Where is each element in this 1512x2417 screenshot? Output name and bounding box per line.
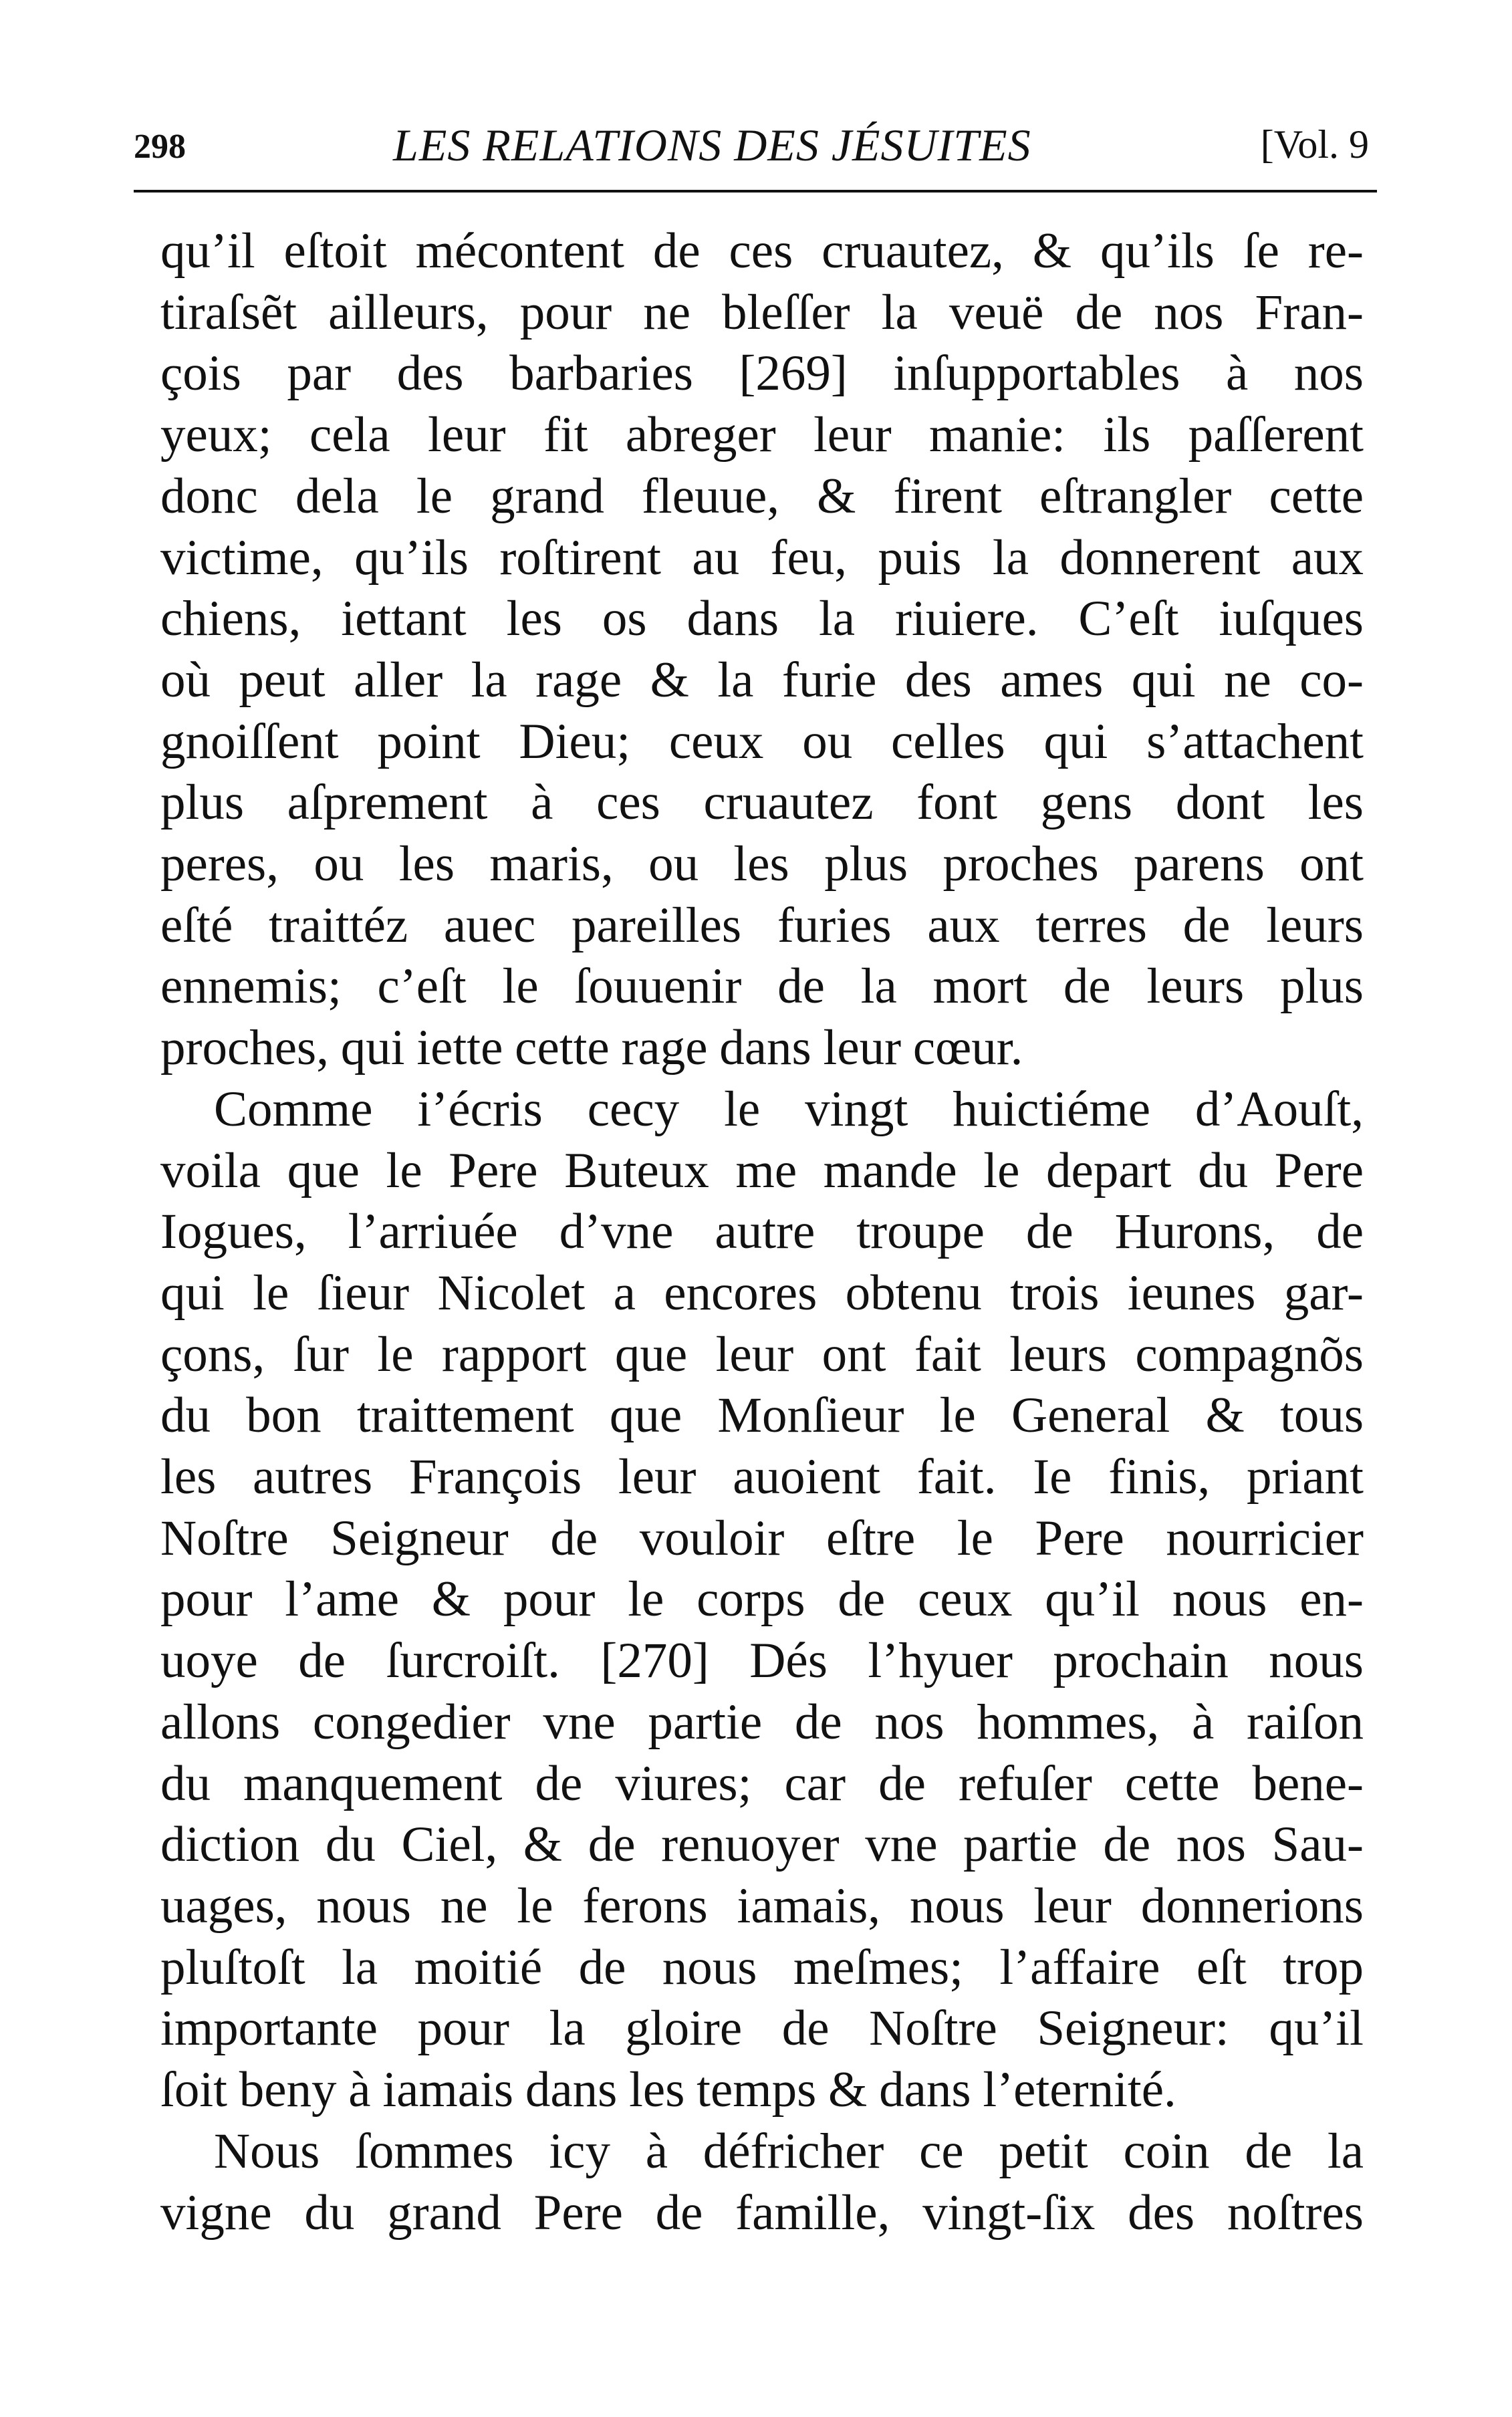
text-line: qui le ſieur Nicolet a encores obtenu trois ieunes gar- bbox=[160, 1265, 1364, 1321]
text-line: Noſtre Seigneur de vouloir eſtre le Pere nourricier bbox=[160, 1510, 1364, 1566]
text-line: Iogues, l’arriuée d’vne autre troupe de Hurons, de bbox=[160, 1204, 1364, 1260]
text-line: gnoiſſent point Dieu; ceux ou celles qui s’attachent bbox=[160, 713, 1364, 769]
text-line: uages, nous ne le ferons iamais, nous leur donnerions bbox=[160, 1878, 1364, 1934]
text-line: proches, qui iette cette rage dans leur cœur. bbox=[160, 1020, 1023, 1076]
text-line: uoye de ſurcroiſt. [270] Dés l’hyuer prochain nous bbox=[160, 1633, 1364, 1689]
body-text bbox=[160, 221, 1364, 2243]
text-line: çons, ſur le rapport que leur ont fait leurs compagnõs bbox=[160, 1326, 1364, 1382]
text-line: allons congedier vne partie de nos hommes, à raiſon bbox=[160, 1694, 1364, 1750]
text-line: Comme i’écris cecy le vingt huictiéme d’Aouſt, bbox=[214, 1081, 1364, 1137]
text-line: les autres François leur auoient fait. Ie finis, priant bbox=[160, 1449, 1364, 1505]
text-line: donc dela le grand fleuue, & firent eſtrangler cette bbox=[160, 468, 1364, 524]
text-line: pour l’ame & pour le corps de ceux qu’il nous en- bbox=[160, 1571, 1364, 1628]
text-line: importante pour la gloire de Noſtre Seigneur: qu’il bbox=[160, 2001, 1364, 2057]
text-line: où peut aller la rage & la furie des ames qui ne co- bbox=[160, 652, 1364, 708]
text-line: vigne du grand Pere de famille, vingt-ſix des noſtres bbox=[160, 2184, 1364, 2241]
text-line: çois par des barbaries [269] inſupportables à nos bbox=[160, 346, 1364, 402]
text-line: ennemis; c’eſt le ſouuenir de la mort de leurs plus bbox=[160, 959, 1364, 1015]
text-line: du manquement de viures; car de refuſer cette bene- bbox=[160, 1755, 1364, 1811]
text-line: ſoit beny à iamais dans les temps & dans l’eternité. bbox=[160, 2062, 1176, 2118]
text-line: eſté traittéz auec pareilles furies aux terres de leurs bbox=[160, 897, 1364, 953]
page-number: 298 bbox=[134, 128, 186, 166]
volume-label: [Vol. 9 bbox=[1260, 122, 1369, 166]
text-line: peres, ou les maris, ou les plus proches parens ont bbox=[160, 836, 1364, 892]
text-line: plus aſprement à ces cruautez font gens dont les bbox=[160, 775, 1364, 831]
text-line: pluſtoſt la moitié de nous meſmes; l’affaire eſt trop bbox=[160, 1939, 1364, 1995]
text-line: du bon traittement que Monſieur le General & tous bbox=[160, 1388, 1364, 1444]
text-line: Nous ſommes icy à défricher ce petit coin de la bbox=[214, 2123, 1364, 2179]
text-line: victime, qu’ils roſtirent au feu, puis la donnerent aux bbox=[160, 529, 1364, 586]
paragraph-3 bbox=[160, 2121, 1364, 2243]
text-line: qu’il eſtoit mécontent de ces cruautez, & qu’ils ſe re- bbox=[160, 223, 1364, 279]
header-rule bbox=[134, 190, 1377, 193]
page-header bbox=[134, 119, 1377, 172]
text-line: tiraſsẽt ailleurs, pour ne bleſſer la veuë de nos Fran- bbox=[160, 284, 1364, 340]
paragraph-2 bbox=[160, 1079, 1364, 2121]
text-line: yeux; cela leur fit abreger leur manie: ils paſſerent bbox=[160, 407, 1364, 463]
paragraph-1 bbox=[160, 221, 1364, 1079]
text-line: chiens, iettant les os dans la riuiere. C’eſt iuſques bbox=[160, 591, 1364, 647]
text-line: diction du Ciel, & de renuoyer vne partie de nos Sau- bbox=[160, 1817, 1364, 1873]
text-line: voila que le Pere Buteux me mande le depart du Pere bbox=[160, 1142, 1364, 1198]
running-title: LES RELATIONS DES JÉSUITES bbox=[393, 120, 1031, 170]
